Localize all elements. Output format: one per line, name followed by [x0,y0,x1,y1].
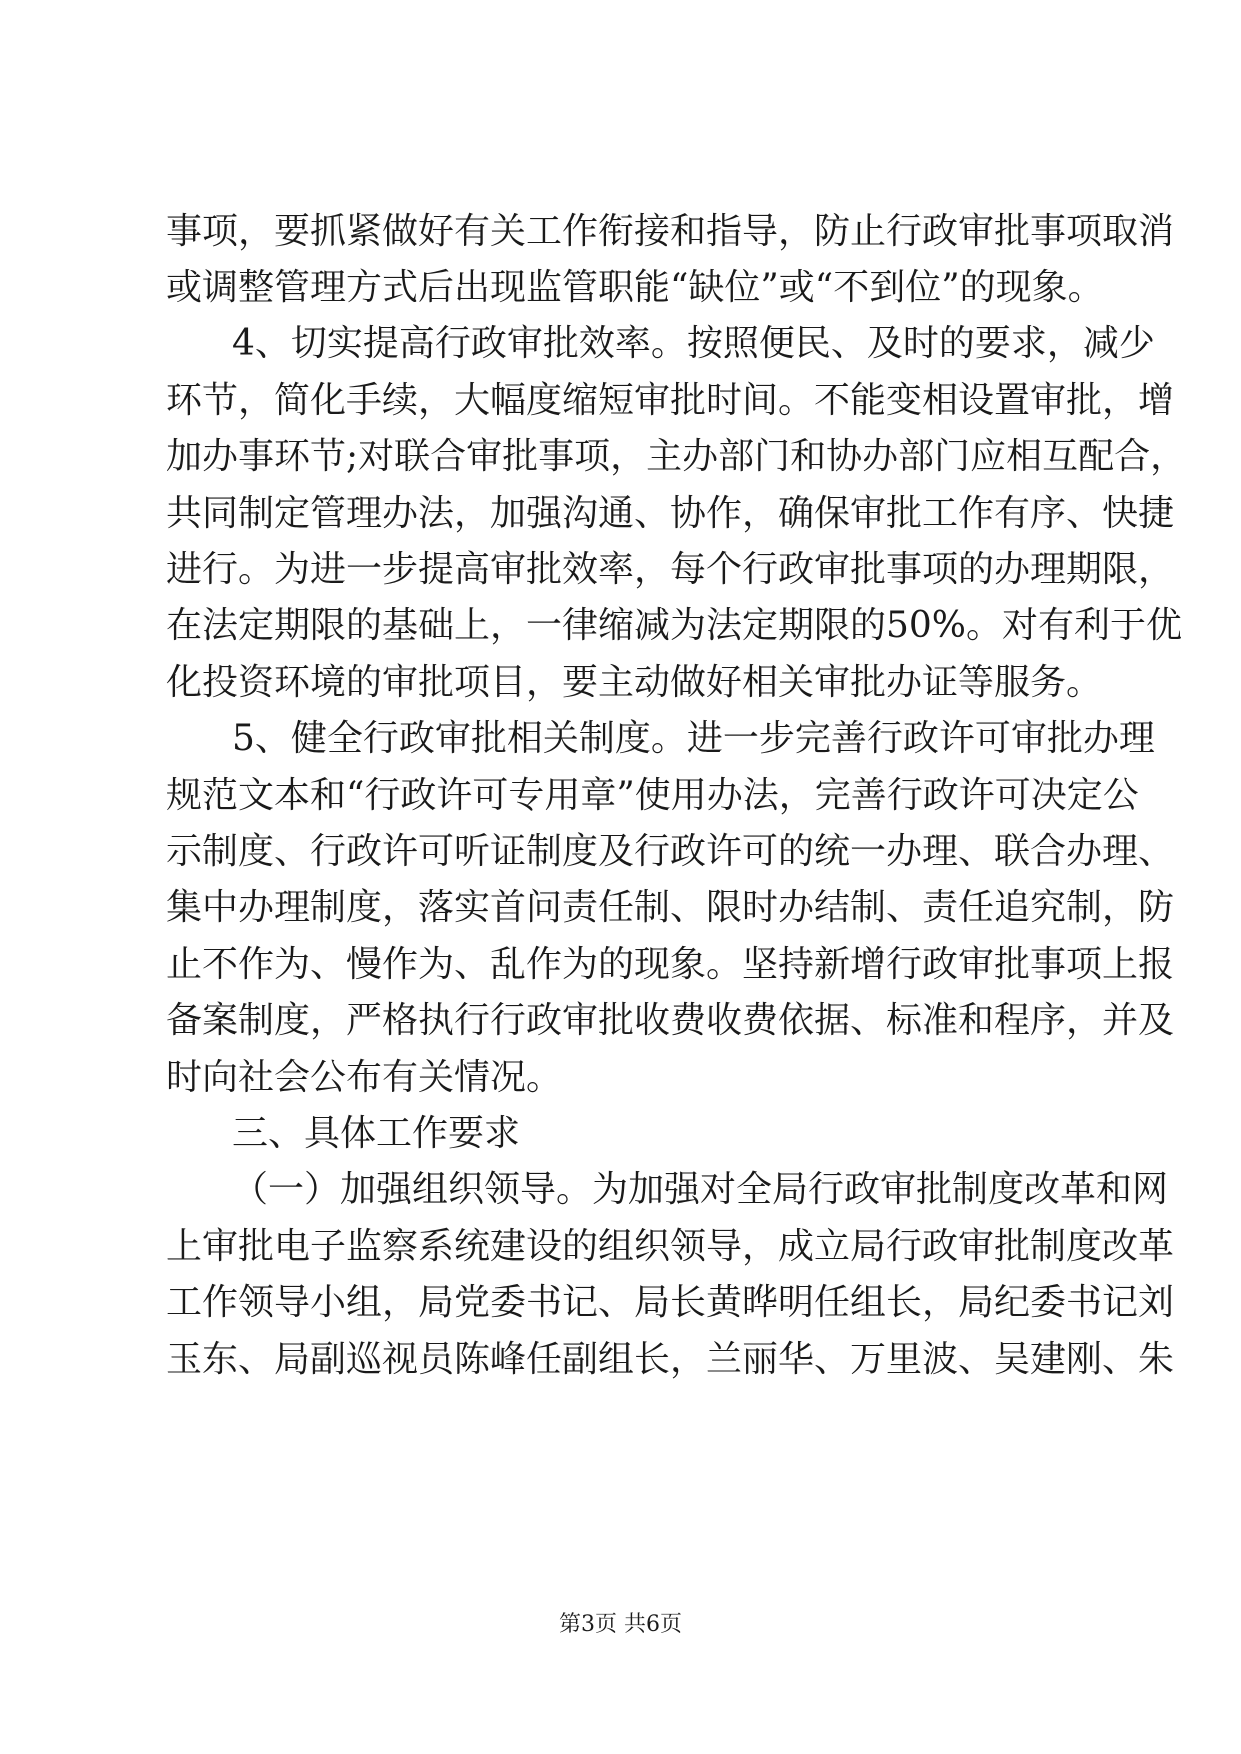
text-line: 4、切实提高行政审批效率。按照便民、及时的要求，减少 [232,323,1155,364]
text-line: 进行。为进一步提高审批效率，每个行政审批事项的办理期限， [166,549,1175,590]
text-line: 上审批电子监察系统建设的组织领导，成立局行政审批制度改革 [166,1226,1175,1267]
text-line: 化投资环境的审批项目，要主动做好相关审批办证等服务。 [166,662,1103,703]
section-heading: 三、具体工作要求 [232,1113,521,1154]
text-line: 示制度、行政许可听证制度及行政许可的统一办理、联合办理、 [166,831,1175,872]
text-line: 时向社会公布有关情况。 [166,1057,563,1098]
text-line: 或调整管理方式后出现监管职能“缺位”或“不到位”的现象。 [166,267,1104,308]
text-line: 备案制度，严格执行行政审批收费收费依据、标准和程序，并及 [166,1000,1175,1041]
text-line: 玉东、局副巡视员陈峰任副组长，兰丽华、万里波、吴建刚、朱 [166,1339,1175,1380]
page-footer: 第3页 共6页 [559,1612,682,1637]
text-line: 共同制定管理办法，加强沟通、协作，确保审批工作有序、快捷 [166,493,1175,534]
text-line: 工作领导小组，局党委书记、局长黄晔明任组长，局纪委书记刘 [166,1282,1175,1323]
text-line: 环节，简化手续，大幅度缩短审批时间。不能变相设置审批，增 [166,380,1175,421]
text-line: 5、健全行政审批相关制度。进一步完善行政许可审批办理 [232,718,1155,759]
text-line: 加办事环节;对联合审批事项，主办部门和协办部门应相互配合， [166,436,1187,477]
text-line: 止不作为、慢作为、乱作为的现象。坚持新增行政审批事项上报 [166,944,1175,985]
text-line: 集中办理制度，落实首问责任制、限时办结制、责任追究制，防 [166,887,1175,928]
text-line: 规范文本和“行政许可专用章”使用办法，完善行政许可决定公 [166,775,1139,816]
text-line: 在法定期限的基础上，一律缩减为法定期限的50%。对有利于优 [166,605,1183,646]
text-line: 事项，要抓紧做好有关工作衔接和指导，防止行政审批事项取消 [166,211,1175,252]
text-line: （一）加强组织领导。为加强对全局行政审批制度改革和网 [232,1169,1169,1210]
